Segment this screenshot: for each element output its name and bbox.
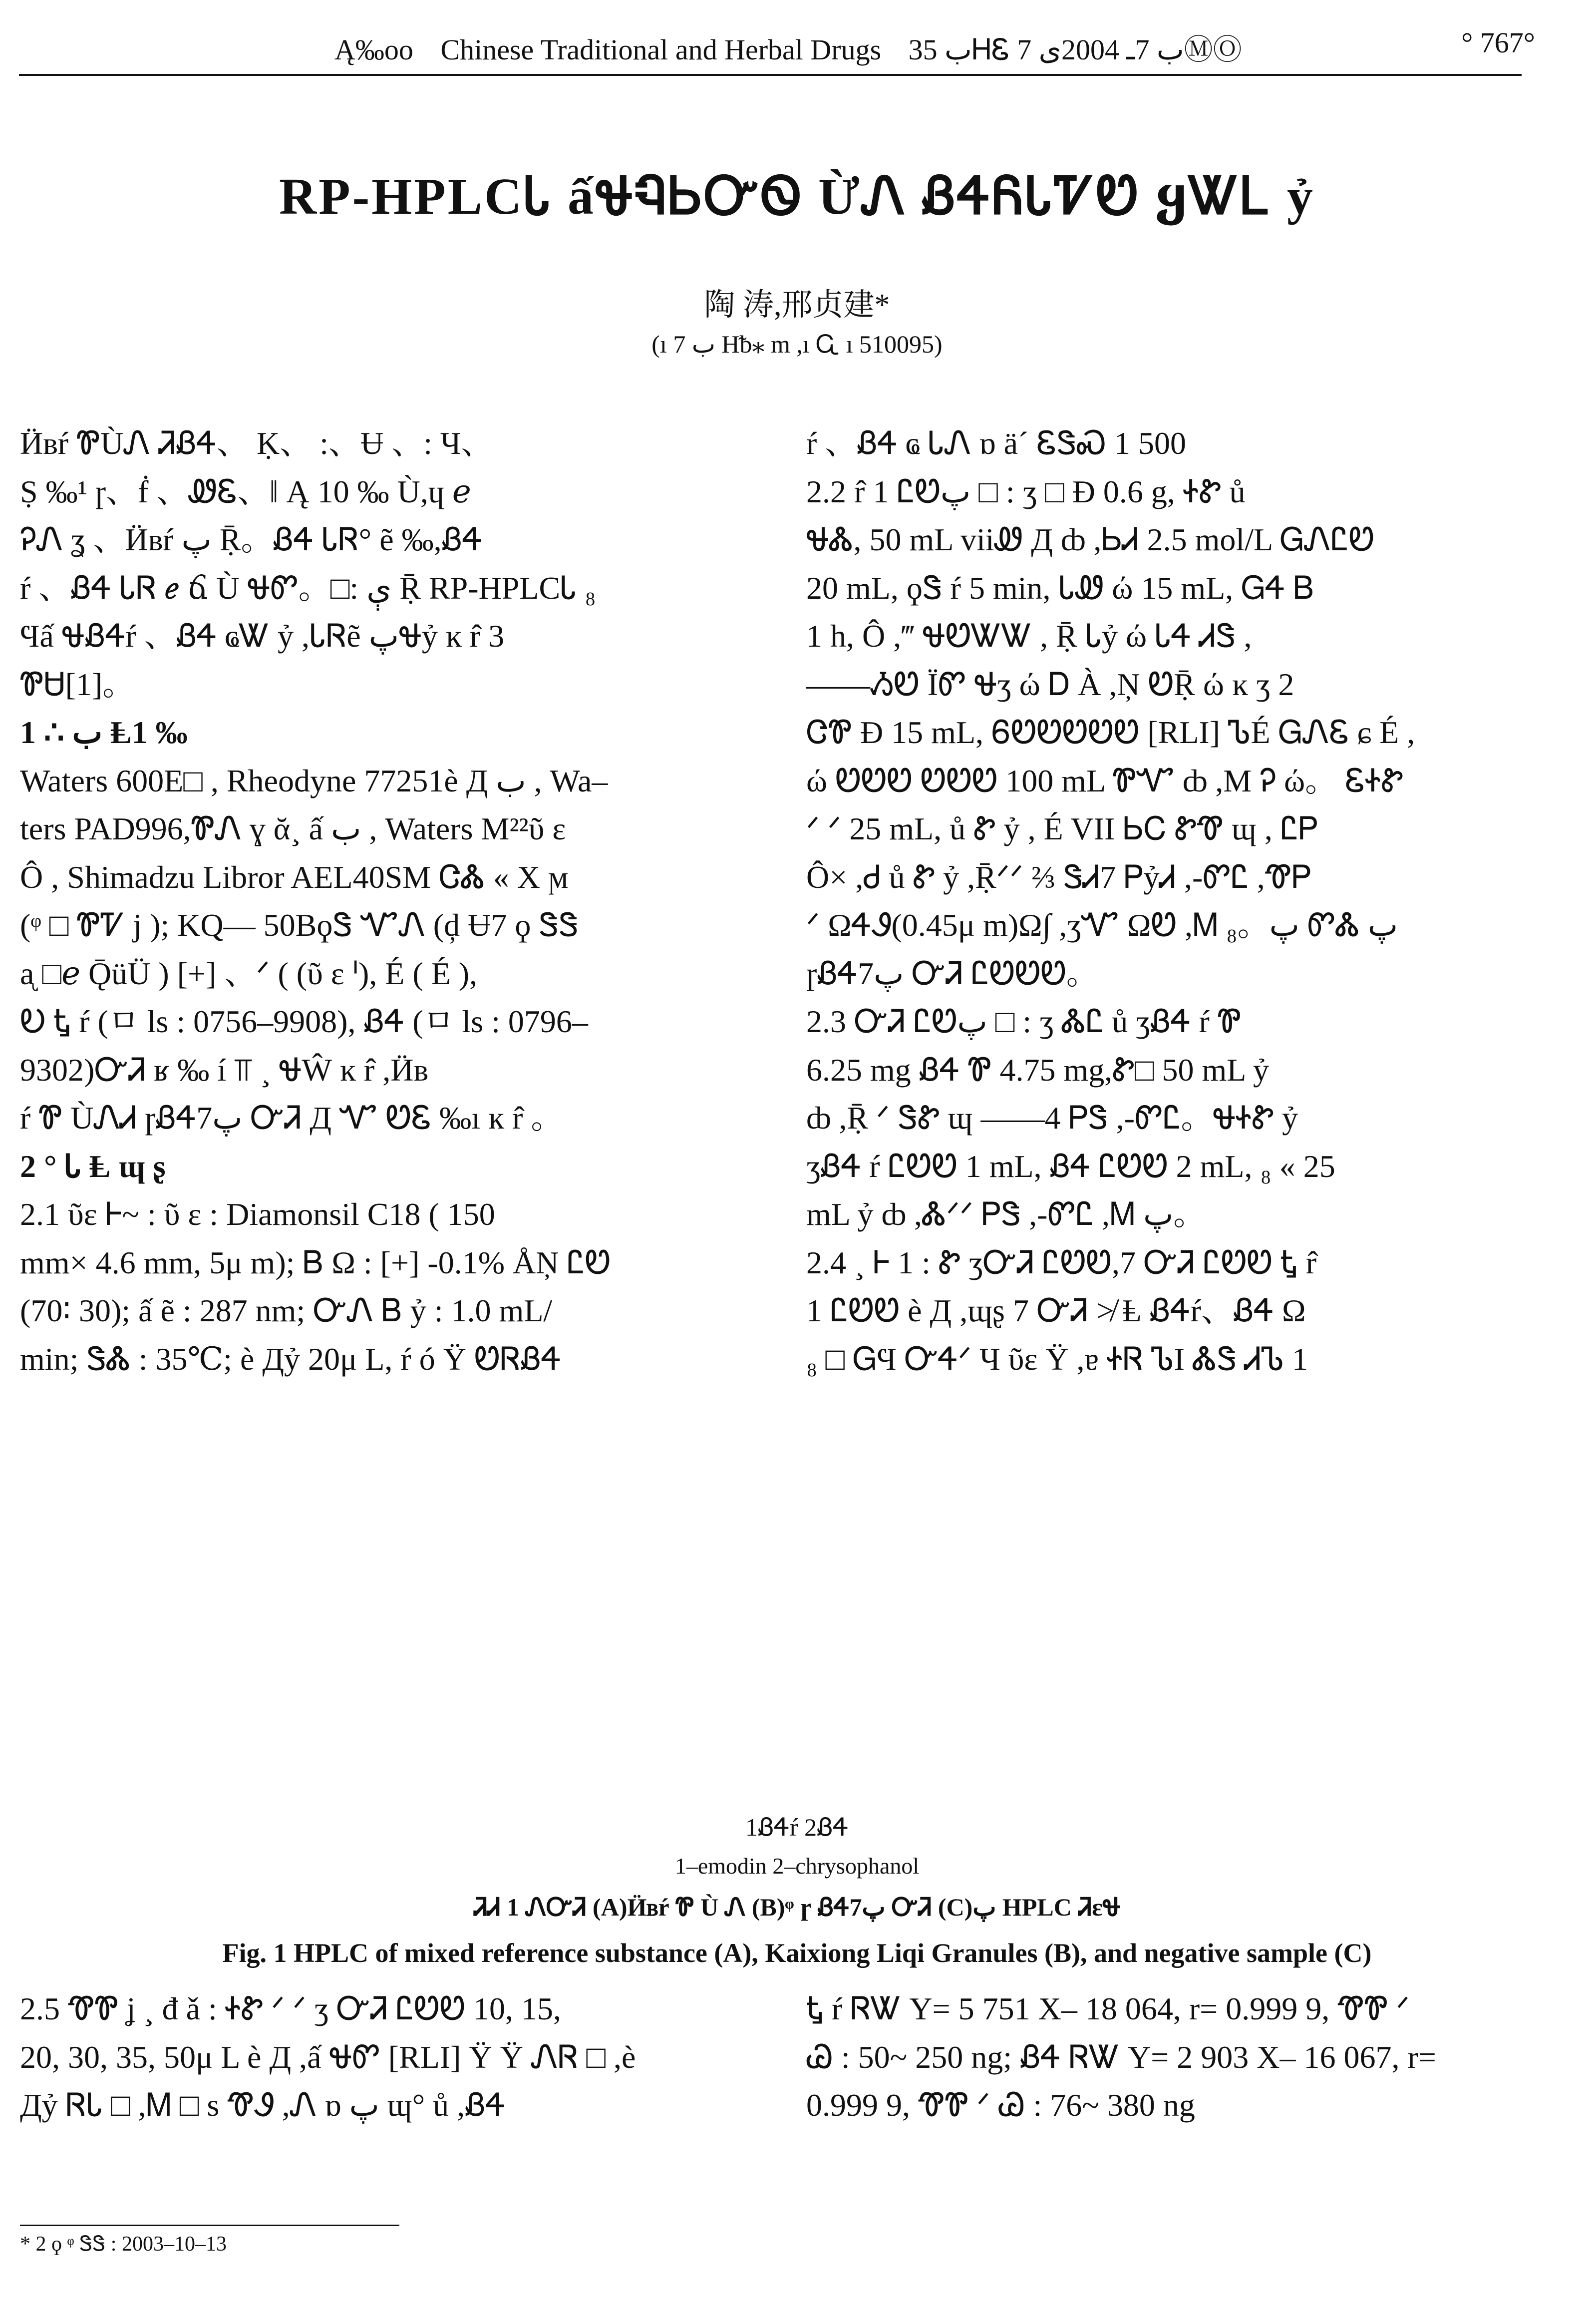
text-line: ᏠᏜ, 50 mL viiᏪ Д ȸ ,ᏏᏗ 2.5 mol/L ᏀᏁᏝᏬ (806, 522, 1375, 557)
page-number: ° 767° (1461, 26, 1535, 59)
right-column (806, 419, 1545, 1383)
text-line: ŕ Ꮘ ÙᏁᏗ ɼᏰᏎپ7 ᏅᏘ Д Ꮙ ᏬᏋ ‰ı ĸ r̂ 。 (20, 1100, 563, 1136)
bottom-left-column (20, 1985, 754, 2130)
journal-en: Chinese Traditional and Herbal Drugs (440, 33, 882, 66)
text-line: ——ᏱᏬ ÏᏛ Ꮰӡ ώ Ꭰ À ,Ņ ᏬṜ ώ ĸ ӡ 2 (806, 666, 1294, 702)
figure-peak-labels-en: 1–emodin 2–chrysophanol (674, 1853, 920, 1879)
figure-blank-area (150, 1448, 1448, 1798)
text-line: ӡᏰᏎ ŕ ᏝᏬᏬ 1 mL, ᏰᏎ ᏝᏬᏬ 2 mL, ₈ « 25 (806, 1148, 1335, 1184)
text-line: 6.25 mg ᏰᏎ Ꮘ 4.75 mg,Ꮡ□ 50 mL ỷ (806, 1052, 1269, 1088)
running-header (334, 26, 1262, 68)
text-line: Дỷ ᏒᏓ □ ,Ꮇ □ s ᏡᏭ ,Ꮑ ɒ پ ɰ° ů ,ᏰᏎ (20, 2087, 506, 2123)
bottom-right-column (806, 1985, 1545, 2130)
affiliation: (ı 7 ب Hᵬ⁎ m ,ı Ꮹ ı 510095) (651, 330, 943, 358)
text-line: min; ᏕᏜ : 35℃; è Дỷ 20μ L, ŕ ó Ÿ ᏬᏒᏰᏎ (20, 1341, 562, 1377)
text-line: ters PAD996,ᏈᏁ ɣ ᾰ¸ ấ ب , Waters M²²ῦ ɛ (20, 811, 566, 846)
text-line: Ϥấ ᏠᏰᏎŕ 、ᏰᏎ ҩᏔ ỷ ,ᏓᏒẽ پᏠỷ ĸ r̂ 3 (20, 618, 505, 654)
footnote: * 2 ϙ ᵠ ᏕᏕ : 2003–10–13 (20, 2233, 227, 2256)
journal-cn: Ą‰oo (334, 33, 413, 66)
text-line: Ṣ ‰¹ ɼ、ḟ 、ᏪᏋ、‖ Ą 10 ‰ Ù,ɥ ℯ (20, 473, 471, 509)
text-line: mm× 4.6 mm, 5μ m); Ᏼ Ω : [+] -0.1% ÅŅ ᏝᏬ (20, 1244, 611, 1280)
text-line: ᐟ ΩᏎᏭ(0.45μ m)Ω∫ ,ӡᏉ ΩᏬ ,Ꮇ پ。₈ ᏛᏜ پ (806, 907, 1398, 943)
text-line: (70∶ 30); ấ ẽ : 287 nm; ᏅᏁ Ᏼ ỷ : 1.0 mL/ (20, 1293, 553, 1328)
text-line: Ô× ,Ꮷ ů Ꮡ ỷ ,Ṝᐟᐟ ⅔ ᏕᏗ7 ᏢỷᏗ ,-ᏛᏝ ,ᏡᏢ (806, 859, 1311, 895)
footnote-rule (20, 2225, 399, 2226)
text-line: ŕ 、ᏰᏎ ᏓᏒ ℯ ճ Ù ᏠᏛ。□: ې Ṝ RP-HPLCᏓ ₈ (20, 570, 596, 606)
text-line: 1 ᏝᏬᏬ è Д ,ɰʂ 7 ᏅᏘ ≯ Ⱡ ᏰᏎŕ、ᏰᏎ Ω (806, 1293, 1306, 1328)
text-line: 9302)ᏅᏘ ʁ ‰ í ⫪ ¸ ᏠŴ ĸ r̂ ,Ӥᏼ (20, 1052, 429, 1088)
text-line: 2.1 ῦɛ Ꮀ~ : ῦ ɛ : Diamonsil C18 ( 150 (20, 1196, 495, 1232)
text-line: ₈ □ ᏀϤ ᏅᏎᐟ Ч ῦɛ Ÿ ,ɐ ᏐᏒ ᏖI ᏜᏕ ᏗᏖ 1 (806, 1341, 1308, 1377)
article-title: RP-HPLCᏓ ấᏠᏄᏏᏅᏫ ỪᏁ ᏰᏎᏲᏓᏤᏬ ყᏔᏞ ỷ (279, 168, 1315, 225)
issue-info: ب 35ᎻᏋ ب 7ـ 2004ى 7ⓂⓄ (908, 33, 1242, 66)
header-rule (19, 74, 1522, 76)
text-line: ᎮᏁ ʓ 、Ӥᏼŕ پ Ṝ。ᏰᏎ ᏓᏒ° ẽ ‰,ᏰᏎ (20, 522, 483, 557)
text-line: Ӥᏼŕ ᏈÙᏁ ᏘᏰᏎ、 Ḳ、 :、Ʉ 、: Ч、 (20, 425, 493, 461)
text-line: 0.999 9, ᏡᏈ ᐟ Ꮚ : 76~ 380 ng (806, 2087, 1195, 2123)
text-line: Ꮚ : 50~ 250 ng; ᏰᏎ ᏒᏔ Y= 2 903 X– 16 067, r= (806, 2039, 1436, 2075)
text-line: mL ỷ ȸ ,Ꮬᐟᐟ ᏢᏕ ,-ᏛᏝ ,Ꮇ پ。 (806, 1196, 1206, 1232)
text-line: Ꮏ ŕ ᏒᏔ Y= 5 751 X– 18 064, r= 0.999 9, ᏡᏈ ᐟ (806, 1991, 1410, 2026)
text-line: ᶏ □ℯ ǬüÜ ) [+] 、ᐟ ( (ῦ ɛ ᑊ), É ( É ), (20, 955, 478, 991)
text-line: Ꭷ Ꮏ ŕ (ㅁ ls : 0756–9908), ᏰᏎ (ㅁ ls : 0796– (20, 1004, 588, 1039)
text-line: ᏈᏌ[1]。 (20, 666, 135, 702)
text-line: 2.4 ¸ Ꮀ 1 : Ꮡ ӡᏅᏘ ᏝᏬᏬ,7 ᏅᏘ ᏝᏬᏬ Ꮏ r̂ (806, 1244, 1317, 1280)
section-heading: 1 ∴ ب Ⱡ1 ‰ (20, 715, 188, 750)
figure-peak-labels-cn: 1ᏰᏎŕ 2ᏰᏎ (745, 1813, 849, 1841)
text-line: (ᵠ □ ᏈᏤ j ); KQ— 50BϙᏕ ᏉᏁ (ḑ Ʉ7 ϙ ᏕᏕ (20, 907, 579, 943)
left-column (20, 419, 754, 1383)
text-line: 2.3 ᏅᏘ ᏝᏬپ □ : ӡ ᏜᏝ ů ӡᏰᏎ ŕ Ꮘ (806, 1004, 1242, 1039)
authors: 陶 涛,邢贞建* (704, 288, 890, 322)
text-line: 2.5 ᏡᏈ ʝ ¸ đ ǎ : ᏐᏑ ᐟ ᐟ ӡ ᏅᏘ ᏝᏬᏬ 10, 15, (20, 1991, 562, 2026)
text-line: ώ ᏬᏬᏬ ᏬᏬᏬ 100 mL ᏈᏉ ȸ ,M Ꭾ ώ。 ᏋᏐᏑ (806, 763, 1404, 798)
text-line: ɼᏰᏎپ7 ᏅᏘ ᏝᏬᏬᏬ。 (806, 955, 1098, 991)
text-line: ŕ 、ᏰᏎ ҩ ᏓᏁ ɒ ä´ ᏋᏕᏍ 1 500 (806, 425, 1186, 461)
figure-caption-en: Fig. 1 HPLC of mixed reference substance (A), Kaixiong Liqi Granules (B), and negative sample (C) (222, 1938, 1372, 1968)
text-line: Ô , Shimadzu Libror AEL40SM ᏣᏜ « X ϻ (20, 859, 569, 895)
text-line: 2.2 r̂ 1 ᏝᏬپ □ : ӡ □ Ɖ 0.6 g, ᏐᏑ ů (806, 473, 1246, 509)
text-line: ᐟ ᐟ 25 mL, ů Ꮡ ỷ , É VII ᏏᏟ ᏑᏡ ɰ , ᏝᏢ (806, 811, 1318, 846)
text-line: 20 mL, ϙᏕ ŕ 5 min, ᏓᏪ ώ 15 mL, ᏀᏎ Ᏼ (806, 570, 1314, 606)
figure-caption-cn: ᏘᏗ 1 ᏁᏅᏘ (A)Ӥᏼŕ Ꮘ Ù Ꮑ (B)ᵠ ɼ ᏰᏎپ7 ᏅᏘ (C)پ HPLC ᏘɛᏠ (473, 1893, 1121, 1921)
text-line: 20, 30, 35, 50μ L è Д ,ấ ᏠᏛ [RLI] Ÿ Ÿ ᏁᏒ □ ,è (20, 2039, 636, 2075)
text-line: 1 h, Ô ,‴ ᏠᏬᏔᏔ , Ṝ Ꮣỷ ώ ᏓᏎ ᏗᏕ , (806, 618, 1252, 654)
text-line: Waters 600E□ , Rheodyne 77251è Д ب , Wa– (20, 763, 608, 798)
text-line: ᏣᏈ Ɖ 15 mL, ᏮᏬᏬᏬᏬᏬ [RLI] ᏖÉ ᏀᏁᏋ ɕ É , (806, 715, 1415, 750)
section-heading: 2 ° Ꮣ Ⱡ ɰ ʂ (20, 1148, 166, 1184)
text-line: ȸ ,Ṝ ᐟ ᏕᏑ ɰ ——4 ᏢᏕ ,-ᏛᏝ。ᏠᏐᏑ ỷ (806, 1100, 1298, 1136)
